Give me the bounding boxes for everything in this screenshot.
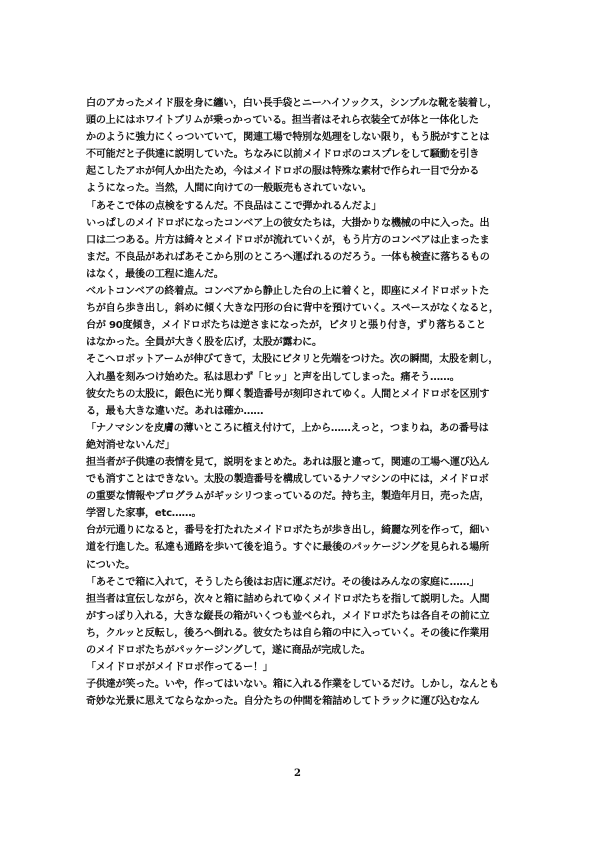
text-line: ち，クルッと反転し，後ろへ倒れる。彼女たちは自ら箱の中に入っていく。その後に作業用 [86, 627, 490, 639]
body-text [86, 95, 514, 710]
text-line: 起こしたアホが何人か出たため，今はメイドロボの服は特殊な素材で作られ一目で分かる [86, 166, 480, 178]
text-line: 入れ墨を刻みつけ始めた。私は思わず「ヒッ」と声を出してしまった。痛そう……。 [86, 371, 460, 383]
text-line: ちが自ら歩き出し，斜めに傾く大きな円形の台に背中を預けていく。スペースがなくなると， [86, 303, 499, 315]
text-line: 「あそこで体の点検をするんだ。不良品はここで弾かれるんだよ」 [86, 200, 382, 212]
text-line: そこへロボットアームが伸びてきて，太股にピタリと先端をつけた。次の瞬間，太股を刺し， [86, 354, 499, 366]
text-line: についた。 [86, 559, 136, 571]
text-line: 担当者が子供達の表情を見て，説明をまとめた。あれは服と違って，関連の工場へ運び込ん [86, 456, 490, 468]
text-line: 「メイドロボがメイドロボ作ってるー！」 [86, 662, 273, 674]
text-line: 道を行進した。私達も通路を歩いて後を追う。すぐに最後のパッケージングを見られる場所 [86, 542, 489, 554]
text-line: ベルトコンベアの終着点。コンベアから静止した台の上に着くと，即座にメイドロボットた [86, 286, 489, 298]
text-line: 担当者は宣伝しながら，次々と箱に詰められてゆくメイドロボたちを指して説明した。人間 [86, 593, 490, 605]
text-line: 絶対消せないんだ」 [86, 439, 175, 451]
text-line: 台が元通りになると，番号を打たれたメイドロボたちが歩き出し，綺麗な列を作って，細い [86, 525, 490, 537]
text-line: はなく，最後の工程に進んだ。 [86, 268, 224, 280]
text-line: 不可能だと子供達に説明していた。ちなみに以前メイドロボのコスプレをして騒動を引き [86, 149, 480, 161]
text-line: いっぱしのメイドロボになったコンベア上の彼女たちは，大掛かりな機械の中に入った。出 [86, 217, 490, 229]
text-line: でも消すことはできない。太股の製造番号を構成しているナノマシンの中には，メイドロボ [86, 474, 489, 486]
text-line: まだ。不良品があればあそこから別のところへ運ばれるのだろう。一体も検査に落ちるもの [86, 251, 490, 263]
text-line: 彼女たちの太股に，銀色に光り輝く製造番号が刻印されてゆく。人間とメイドロボを区別す [86, 388, 490, 400]
text-line: 学習した家事，etc……。 [86, 508, 202, 520]
text-line: 台が 90度傾き，メイドロボたちは逆さまになったが，ピタリと張り付き，ずり落ちること [86, 320, 486, 332]
text-line: 子供達が笑った。いや，作ってはいない。箱に入れる作業をしているだけ。しかし，なんとも [86, 679, 499, 691]
text-line: 口は二つある。片方は綺々とメイドロボが流れていくが，もう片方のコンベアは止まったま [86, 234, 490, 246]
text-line: のメイドロボたちがパッケージングして，遂に商品が完成した。 [86, 645, 371, 656]
text-line: の重要な情報やプログラムがギッシリつまっているのだ。持ち主，製造年月日，売った店， [86, 491, 490, 503]
text-line: かのように強力にくっついていて，関連工場で特別な処理をしない限り，もう脱がすことは [86, 132, 490, 144]
page-number: 2 [294, 768, 301, 779]
text-line: 奇妙な光景に思えてならなかった。自分たちの仲間を箱詰めしてトラックに運び込むなん [86, 696, 480, 708]
text-line: がすっぽり入れる，大きな縦長の箱がいくつも並べられ，メイドロボたちは各自その前に立 [86, 610, 490, 622]
text-line: 白のアカったメイド服を身に纏い，白い長手袋とニーハイソックス，シンプルな靴を装着し， [86, 98, 498, 109]
text-line: 頭の上にはホワイトブリムが乗っかっている。担当者はそれら衣装全てが体と一体化した [86, 115, 479, 127]
text-line: 「ナノマシンを皮膚の薄いところに植え付けて，上から……えっと，つまりね，あの番号は [86, 422, 489, 434]
text-line: 「あそこで箱に入れて，そうしたら後はお店に運ぶだけ。その後はみんなの家庭に……」 [86, 576, 480, 588]
text-line: る，最も大きな違いだ。あれは確か…… [86, 405, 264, 417]
text-line: ようになった。当然，人間に向けての一般販売もされていない。 [86, 183, 372, 195]
text-line: はなかった。全員が大きく股を広げ，太股が露わに。 [86, 337, 322, 349]
